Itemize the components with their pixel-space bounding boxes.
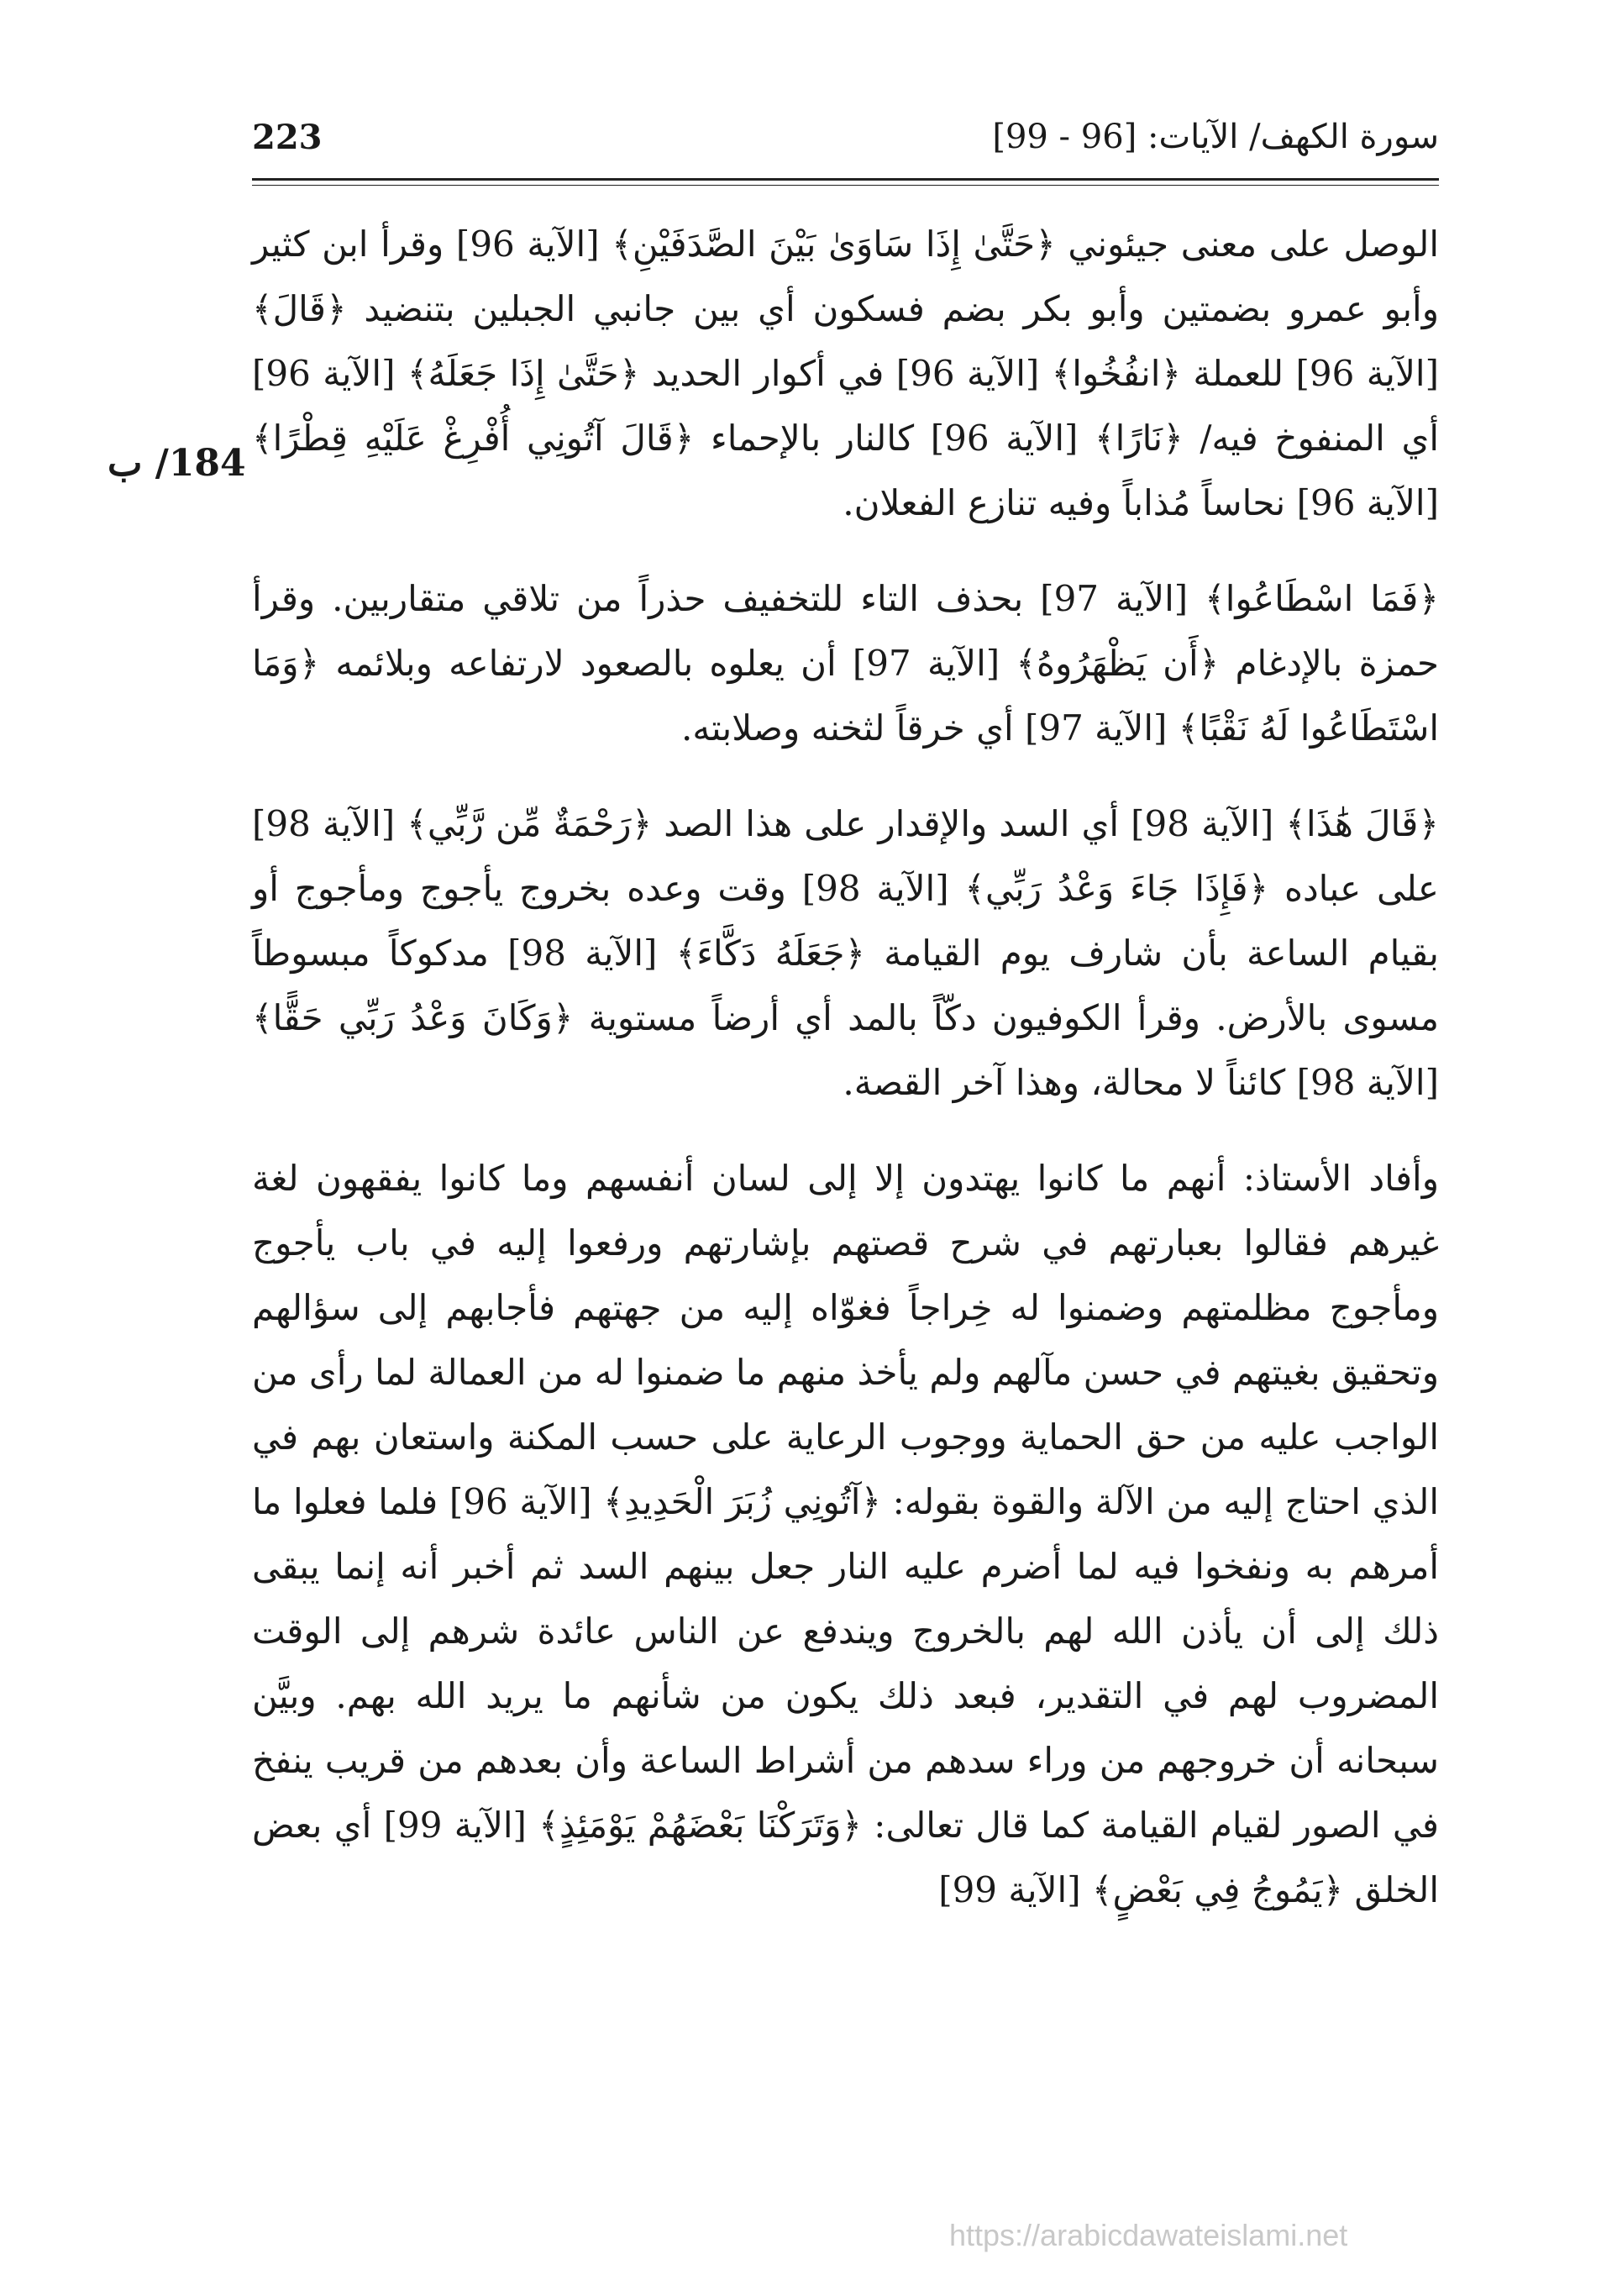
paragraph: وأفاد الأستاذ: أنهم ما كانوا يهتدون إلا إلى لسان أنفسهم وما كانوا يفقهون لغة غيرهم فقالوا بعبارتهم في شرح قصتهم بإشارتهم ورفعوا إليه في باب يأجوج ومأجوج مظلمتهم وضمنوا له خِراجاً فغوّاه إليه من جهتهم فأجابهم إلى سؤالهم وتحقيق بغيتهم في حسن مآلهم ولم يأخذ منهم ما ضمنوا له من العمالة لما رأى من الواجب عليه من حق الحماية ووجوب الرعاية على حسب المكنة واستعان بهم في الذي احتاج إليه من الآلة والقوة بقوله: ﴿آتُونِي زُبَرَ الْحَدِيدِ﴾ [الآية 96] فلما فعلوا ما أمرهم به ونفخوا فيه لما أضرم عليه النار جعل بينهم السد ثم أخبر أنه إنما يبقى ذلك إلى أن يأذن الله لهم بالخروج ويندفع عن الناس عائدة شرهم إلى الوقت المضروب لهم في التقدير، فبعد ذلك يكون من شأنهم ما يريد الله بهم. وبيَّن سبحانه أن خروجهم من وراء سدهم من أشراط الساعة وأن بعدهم من قريب ينفخ في الصور لقيام القيامة كما قال تعالى: ﴿وَتَرَكْنَا بَعْضَهُمْ يَوْمَئِذٍ﴾ [الآية 99] أي بعض الخلق ﴿يَمُوجُ فِي بَعْضٍ﴾ [الآية 99]: [252, 1158, 1439, 1910]
page-header: [252, 118, 1439, 176]
paragraph: ﴿قَالَ هَٰذَا﴾ [الآية 98] أي السد والإقدار على هذا الصد ﴿رَحْمَةٌ مِّن رَّبِّي﴾ [الآية 98] على عباده ﴿فَإِذَا جَاءَ وَعْدُ رَبِّي﴾ [الآية 98] وقت وعده بخروج يأجوج ومأجوج أو بقيام الساعة بأن شارف يوم القيامة ﴿جَعَلَهُ دَكَّاءَ﴾ [الآية 98] مدكوكاً مبسوطاً مسوى بالأرض. وقرأ الكوفيون دكّاً بالمد أي أرضاً مستوية ﴿وَكَانَ وَعْدُ رَبِّي حَقًّا﴾ [الآية 98] كائناً لا محالة، وهذا آخر القصة.: [252, 803, 1439, 1103]
running-head: سورة الكهف/ الآيات: [96 - 99]: [992, 118, 1439, 156]
header-rule-thin: [252, 185, 1439, 186]
paragraph: الوصل على معنى جيئوني ﴿حَتَّىٰ إِذَا سَاوَىٰ بَيْنَ الصَّدَفَيْنِ﴾ [الآية 96] وقرأ ابن كثير وأبو عمرو بضمتين وأبو بكر بضم فسكون أي بين جانبي الجبلين بتنضيد ﴿قَالَ﴾ [الآية 96] للعملة ﴿انفُخُوا﴾ [الآية 96] في أكوار الحديد ﴿حَتَّىٰ إِذَا جَعَلَهُ﴾ [الآية 96] أي المنفوخ فيه/ ﴿نَارًا﴾ [الآية 96] كالنار بالإحماء ﴿قَالَ آتُونِي أُفْرِغْ عَلَيْهِ قِطْرًا﴾ [الآية 96] نحاساً مُذاباً وفيه تنازع الفعلان.: [252, 223, 1440, 523]
manuscript-folio-note: 184/ ب: [108, 442, 246, 485]
paragraph: ﴿فَمَا اسْطَاعُوا﴾ [الآية 97] بحذف التاء للتخفيف حذراً من تلاقي متقاربين. وقرأ حمزة بالإدغام ﴿أَن يَظْهَرُوهُ﴾ [الآية 97] أن يعلوه بالصعود لارتفاعه وبلائمه ﴿وَمَا اسْتَطَاعُوا لَهُ نَقْبًا﴾ [الآية 97] أي خرقاً لثخنه وصلابته.: [252, 578, 1439, 749]
watermark-url: https://arabicdawateislami.net: [949, 2218, 1348, 2252]
page-number: 223: [252, 118, 323, 157]
header-rule: [252, 178, 1439, 181]
body-text: [252, 212, 1439, 1922]
